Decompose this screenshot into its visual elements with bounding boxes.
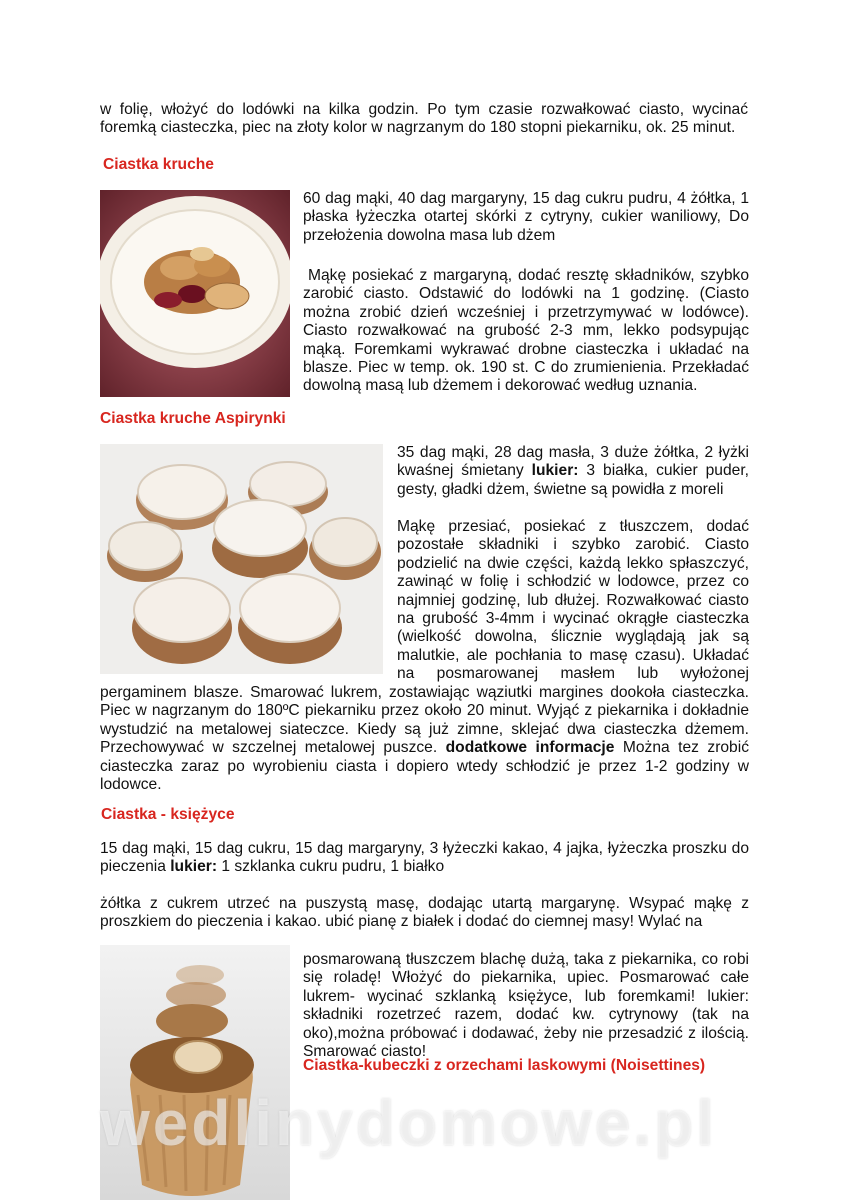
recipe3-icing-label: lukier: — [170, 858, 218, 876]
recipe2-method-side: Mąkę przesiać, posiekać z tłuszczem, dodać pozostałe składniki i szybko zarobić. Ciasto podzielić na dwie części, każdą lekko spłaszczyć, zawinąć w folię i schłodzić w lodowce, przez co najmniej godzinę, lub dłużej. Rozwałkować ciasto na grubość 3-4mm i wycinać okrągłe ciasteczka (wielkość dowolna, ślicznie wyglądają jak są malutkie, ale pochłania to masę czasu). Układać na posmarowanej masłem lub wyłożonej — [397, 518, 749, 683]
recipe1-method: Mąkę posiekać z margaryną, dodać resztę składników, szybko zarobić ciasto. Odstawić do lodówki na 1 godzinę. (Ciasto można zrobić dzień wcześniej i przetrzymywać w lodówce). Ciasto rozwałkować na grubość 2-3 mm, lekko podsypując mąką. Foremkami wykrawać drobne ciasteczka i układać na blasze. Piec w temp. ok. 190 st. C do zrumienienia. Przekładać dowolną masą lub dżemem i dekorować według uznania. — [303, 267, 749, 395]
recipe-title-ksiezyce: Ciastka - księżyce — [101, 806, 235, 823]
recipe-title-ciastka-kruche: Ciastka kruche — [103, 156, 214, 173]
photo-noisettines-cups — [100, 945, 290, 1200]
recipe2-method-text-b: Można tez zrobić ciasteczka zaraz po wyrobieniu ciasta i dopiero wtedy schłodzić je przez 1-2 godziny w lodowce. — [100, 739, 749, 794]
recipe3-ingredients-text-b: 1 szklanka cukru pudru, 1 białko — [217, 858, 445, 876]
recipe1-ingredients: 60 dag mąki, 40 dag margaryny, 15 dag cukru pudru, 4 żółtka, 1 płaska łyżeczka otartej skórki z cytryny, cukier waniliowy, Do przełożenia dowolna masa lub dżem — [303, 190, 749, 244]
recipe-title-aspirynki: Ciastka kruche Aspirynki — [100, 410, 286, 427]
photo-shortbread-cookies-plate — [100, 190, 290, 397]
recipe3-method-full: żółtka z cukrem utrzeć na puszystą masę, dodając utartą margarynę. Wsypać mąkę z proszkiem do pieczenia i kakao. ubić pianę z białek i dodać do ciemnej masy! Wylać na — [100, 895, 749, 931]
recipe2-ingredients-text-b: 3 białka, cukier puder, gesty, gładki dżem, świetne są powidła z moreli — [397, 462, 749, 498]
recipe2-method-full — [100, 684, 749, 794]
recipe2-method-text-a: pergaminem blasze. Smarować lukrem, zostawiając wąziutki margines dookoła ciasteczka. Piec w nagrzanym do 180ºC piekarniku przez około 20 minut. Wyjąć z piekarnika i dokładnie wystudzić na metalowej siateczce. Kiedy są już zimne, sklejać dwa ciasteczka dżemem. Przechowywać w szczelnej metalowej puszce. — [100, 684, 749, 757]
recipe3-method-side: posmarowaną tłuszczem blachę dużą, taka z piekarnika, co robi się roladę! Włożyć do piekarnika, upiec. Posmarować całe lukrem- wycinać szklanką księżyce, lub foremkami! lukier: składniki rozetrzeć razem, dodać kw. cytrynowy (tak na oko),można próbować i dodawać, żeby nie przesadzić z ilością. Smarować ciasto! — [303, 951, 749, 1061]
recipe3-ingredients — [100, 840, 749, 877]
recipe2-ingredients-text-a: 35 dag mąki, 28 dag masła, 3 duże żółtka, 2 łyżki kwaśnej śmietany — [397, 444, 749, 480]
recipe2-ingredients — [397, 444, 749, 499]
intro-paragraph: w folię, włożyć do lodówki na kilka godzin. Po tym czasie rozwałkować ciasto, wycinać foremką ciasteczka, piec na złoty kolor w nagrzanym do 180 stopni piekarniku, ok. 25 minut. — [100, 101, 748, 137]
site-watermark: wedlinydomowe.pl — [100, 1087, 717, 1159]
recipe2-icing-label: lukier: — [531, 462, 579, 480]
recipe3-ingredients-text-a: 15 dag mąki, 15 dag cukru, 15 dag margaryny, 3 łyżeczki kakao, 4 jajka, łyżeczka proszku do pieczenia — [100, 840, 749, 876]
recipe2-additional-info-label: dodatkowe informacje — [445, 739, 615, 757]
recipe-title-noisettines: Ciastka-kubeczki z orzechami laskowymi (Noisettines) — [303, 1057, 706, 1074]
photo-aspirynki-cookies — [100, 444, 383, 674]
